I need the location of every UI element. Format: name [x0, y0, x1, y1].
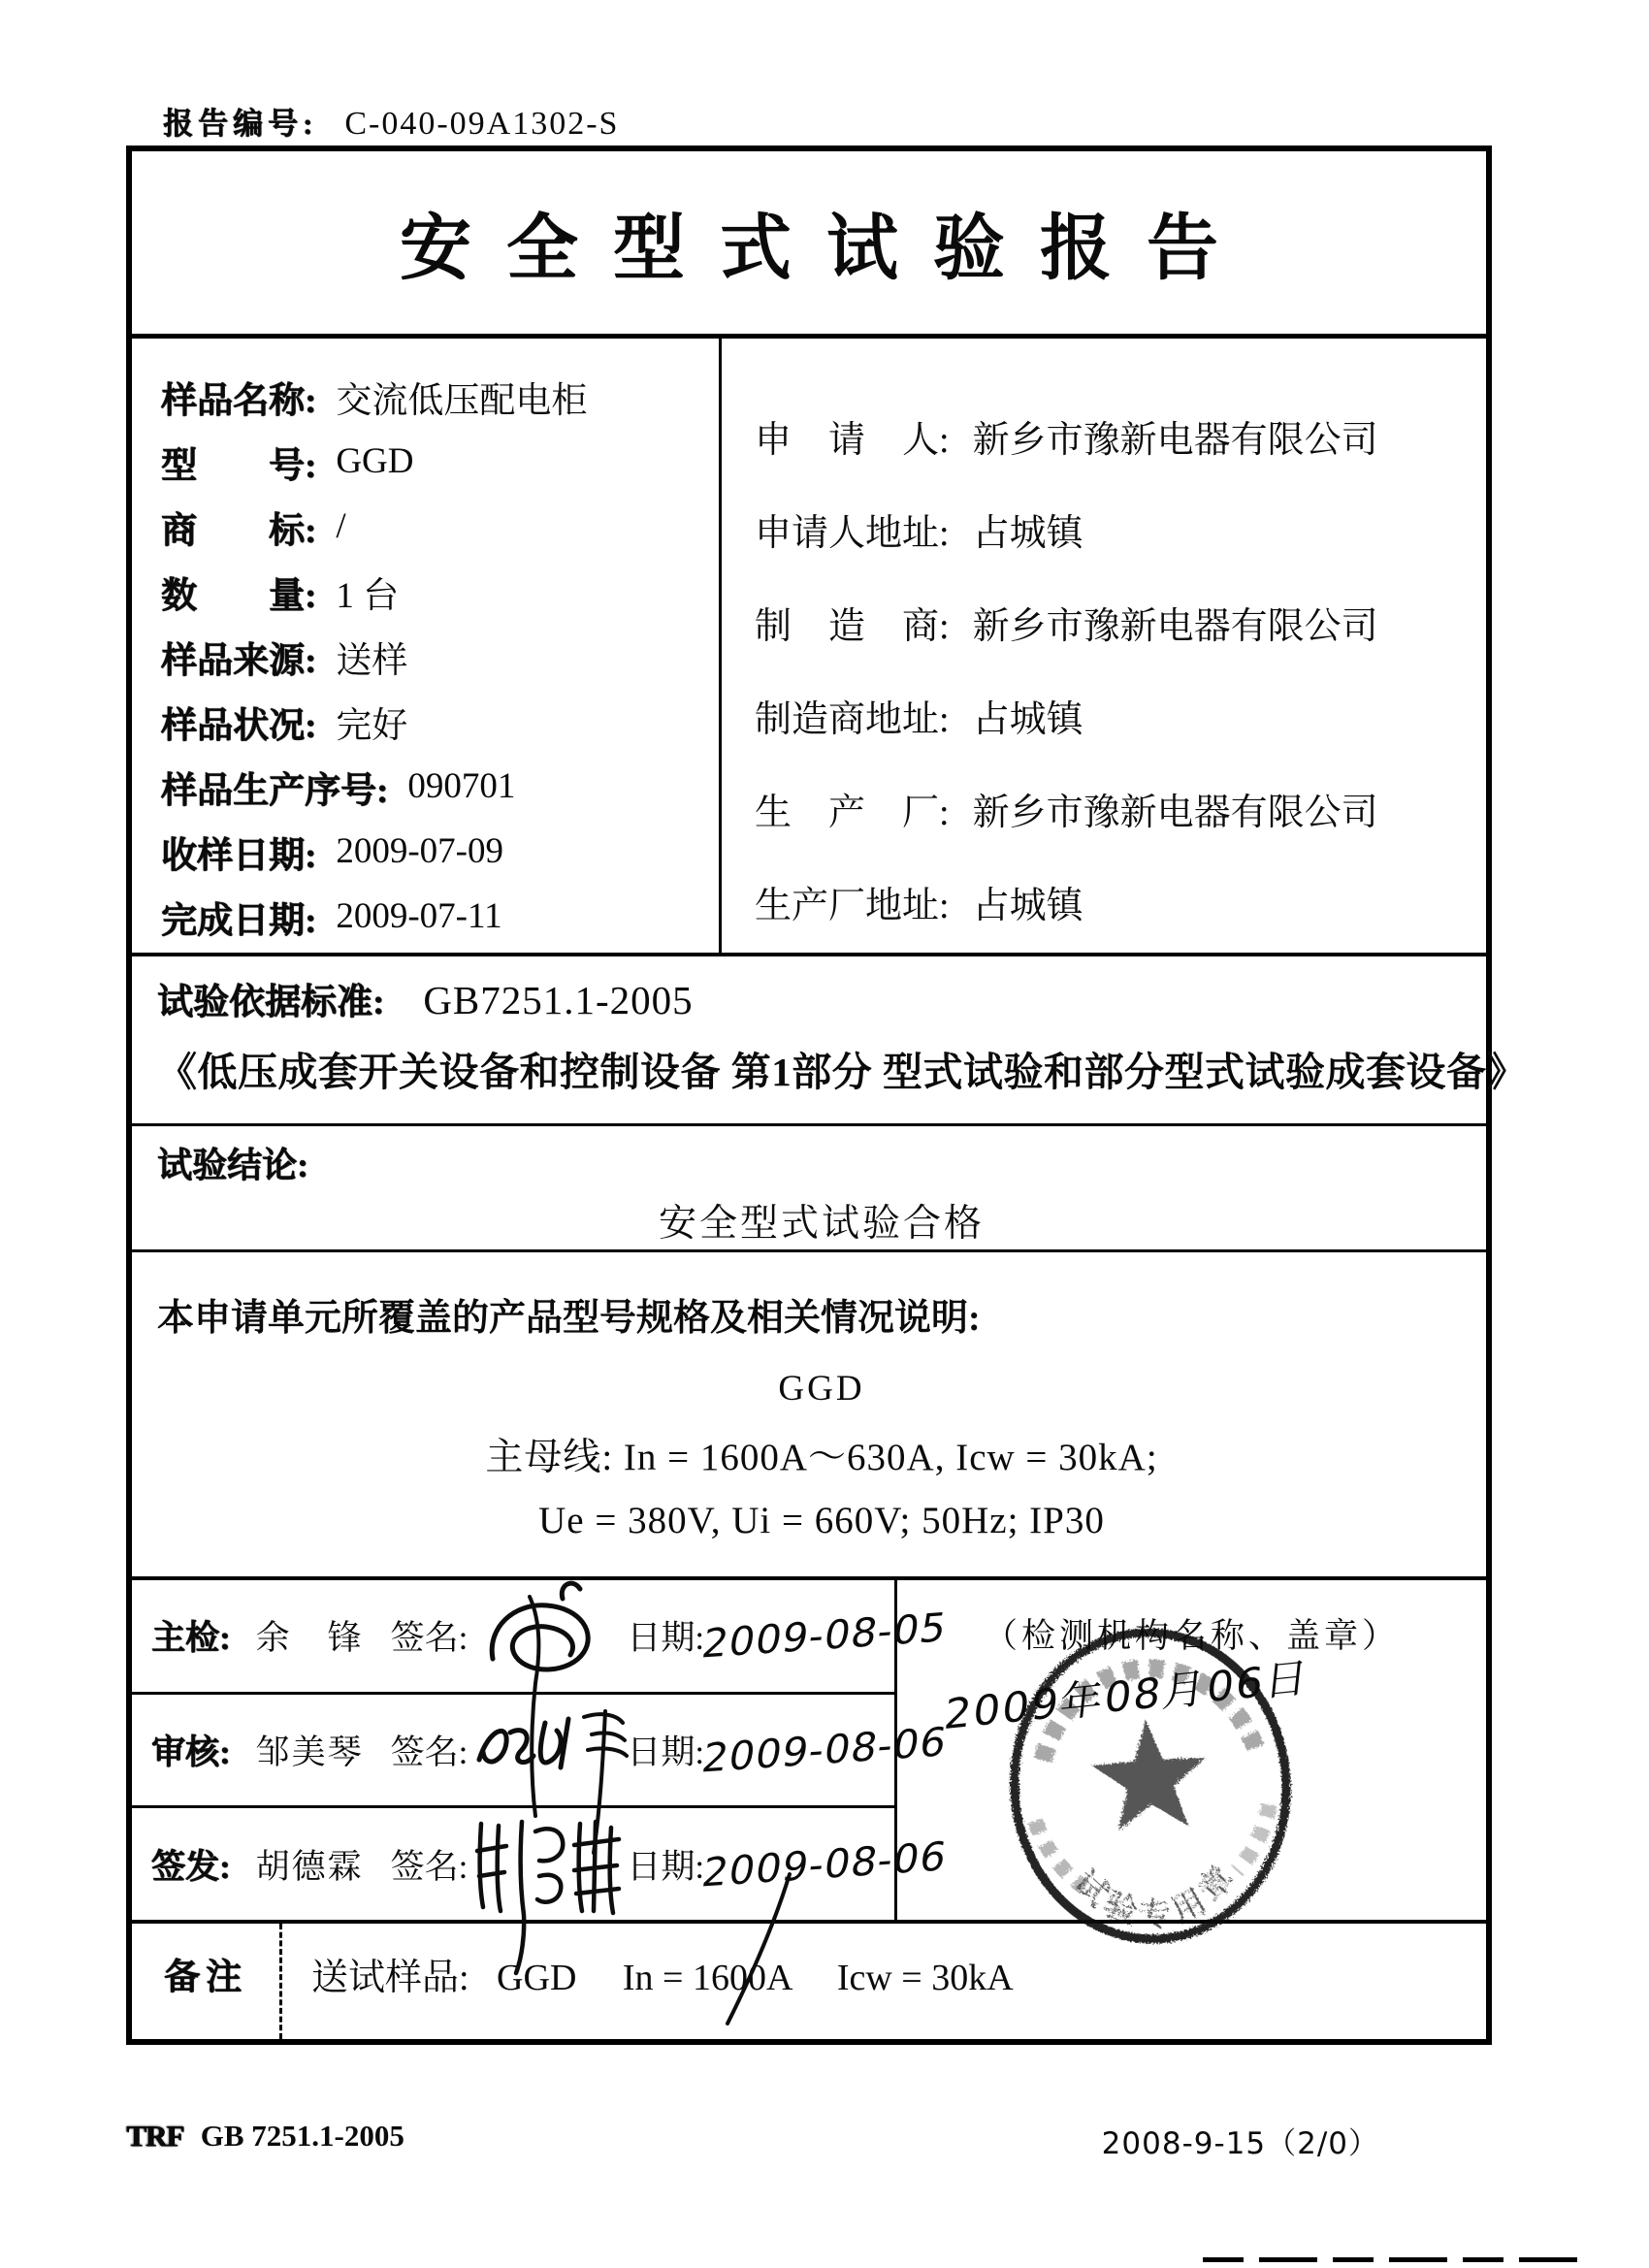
report-number-label: 报告编号: — [163, 107, 318, 141]
report-number — [163, 99, 619, 143]
coverage-heading: 本申请单元所覆盖的产品型号规格及相关情况说明: — [157, 1298, 981, 1339]
coverage-spec-line-2: Ue = 380V, Ui = 660V; 50Hz; IP30 — [538, 1500, 1105, 1541]
handwritten-date: 2009-08-06 — [698, 1832, 951, 1896]
field-label: 完成日期: — [161, 900, 317, 941]
field-sample-name — [161, 364, 719, 429]
coverage-section — [132, 1252, 1486, 1580]
field-label: 数 量: — [161, 575, 317, 616]
field-label: 申请人地址: — [755, 512, 950, 554]
field-factory — [755, 761, 1486, 855]
signature-scribble — [471, 1820, 625, 1909]
seal-star-icon — [1088, 1716, 1211, 1832]
sign-label: 签名: — [390, 1733, 469, 1771]
standard-code: GB7251.1-2005 — [423, 978, 694, 1022]
field-value: 2009-07-09 — [336, 831, 503, 871]
field-applicant — [755, 389, 1486, 482]
field-label: 生产厂地址: — [755, 885, 950, 926]
signature-row-issuer — [132, 1805, 951, 1920]
scan-artifact-line — [1203, 2257, 1591, 2262]
handwritten-date: 2009-08-06 — [698, 1718, 951, 1782]
field-factory-address — [755, 855, 1486, 948]
field-label: 制 造 商: — [755, 605, 950, 647]
field-label: 制造商地址: — [755, 698, 950, 740]
stamp-instruction: （检测机构名称、盖章） — [983, 1617, 1400, 1655]
standard-line — [157, 972, 1486, 1024]
report-number-value: C-040-09A1302-S — [344, 106, 620, 142]
standard-label: 试验依据标准: — [157, 983, 385, 1022]
field-model — [161, 429, 719, 494]
field-value: 占城镇 — [972, 885, 1083, 926]
signature-scribble — [471, 1705, 625, 1795]
date-label: 日期: — [627, 1847, 705, 1886]
field-value: 占城镇 — [972, 698, 1083, 740]
field-applicant-address — [755, 482, 1486, 575]
field-label: 生 产 厂: — [755, 792, 950, 833]
field-label: 样品名称: — [161, 380, 317, 421]
field-sample-condition — [161, 689, 719, 754]
page-footer — [126, 2119, 1379, 2162]
title-cell — [132, 151, 1486, 339]
field-label: 样品状况: — [161, 705, 317, 746]
field-value: 090701 — [407, 766, 516, 806]
field-trademark — [161, 494, 719, 559]
field-value: 完好 — [336, 705, 408, 746]
role-label: 审核: — [151, 1733, 231, 1771]
field-value: 交流低压配电柜 — [336, 380, 588, 421]
footer-trf-standard — [126, 2119, 404, 2162]
applicant-info-right-column — [722, 339, 1486, 953]
footer-standard-code: GB 7251.1-2005 — [200, 2119, 404, 2153]
field-value: 占城镇 — [972, 512, 1083, 554]
conclusion-result: 安全型式试验合格 — [658, 1203, 985, 1245]
field-value: / — [336, 506, 346, 546]
field-complete-date — [161, 884, 719, 949]
field-value: 1 台 — [336, 575, 400, 616]
date-label: 日期: — [627, 1619, 705, 1658]
signature-scribble — [471, 1591, 625, 1680]
field-quantity — [161, 559, 719, 624]
field-serial-number — [161, 754, 719, 819]
field-label: 收样日期: — [161, 835, 317, 876]
field-value: 2009-07-11 — [336, 896, 502, 936]
field-receive-date — [161, 819, 719, 884]
footer-date-page: 2008-9-15（2/0） — [1101, 2126, 1379, 2161]
field-label: 商 标: — [161, 510, 317, 551]
handwritten-date: 2009-08-05 — [698, 1604, 951, 1668]
signature-rows — [132, 1580, 951, 1920]
signature-row-chief-inspector — [132, 1580, 951, 1692]
sign-label: 签名: — [390, 1847, 469, 1886]
pen-stroke-tail — [714, 1868, 801, 2033]
field-label: 型 号: — [161, 445, 317, 486]
field-label: 申 请 人: — [755, 419, 950, 461]
footer-trf-prefix: TRF — [126, 2119, 183, 2153]
signature-section — [132, 1580, 1486, 1935]
field-manufacturer-address — [755, 668, 1486, 761]
signer-name: 胡德霖 — [255, 1847, 364, 1886]
coverage-model: GGD — [778, 1369, 865, 1409]
signer-name: 余 锋 — [255, 1619, 364, 1658]
test-standard-section — [132, 956, 1527, 1126]
field-value: 新乡市豫新电器有限公司 — [972, 419, 1378, 461]
sample-info-left-column — [132, 339, 722, 953]
signature-row-reviewer — [132, 1692, 951, 1806]
field-sample-source — [161, 624, 719, 689]
role-label: 主检: — [151, 1619, 231, 1658]
page-title: 安全型式试验报告 — [400, 210, 1253, 289]
field-value: GGD — [336, 441, 414, 481]
report-table — [126, 146, 1527, 2045]
remark-label: 备注 — [132, 1924, 282, 2039]
field-label: 样品生产序号: — [161, 770, 389, 811]
stamp-handwritten-date: 2009年08月06日 — [941, 1653, 1312, 1740]
field-label: 样品来源: — [161, 640, 317, 681]
conclusion-label: 试验结论: — [157, 1146, 308, 1184]
conclusion-section — [132, 1126, 1486, 1252]
sign-label: 签名: — [390, 1619, 469, 1658]
field-value: 新乡市豫新电器有限公司 — [972, 605, 1378, 647]
seal-arc-text: 试验专用章 — [1066, 1855, 1246, 1935]
stamp-cell — [897, 1580, 1486, 1935]
coverage-spec-line-1: 主母线: In = 1600A～630A, Icw = 30kA; — [485, 1437, 1158, 1478]
role-label: 签发: — [151, 1847, 231, 1886]
standard-full-name: 《低压成套开关设备和控制设备 第1部分 型式试验和部分型式试验成套设备》 — [157, 1050, 1527, 1094]
field-manufacturer — [755, 575, 1486, 668]
signer-name: 邹美琴 — [255, 1733, 364, 1771]
date-label: 日期: — [627, 1733, 705, 1771]
sample-info-section — [132, 339, 1486, 956]
remark-content: 送试样品: GGD In = 1600A Icw = 30kA — [311, 1958, 1014, 1998]
field-value: 送样 — [336, 640, 408, 681]
field-value: 新乡市豫新电器有限公司 — [972, 792, 1378, 833]
